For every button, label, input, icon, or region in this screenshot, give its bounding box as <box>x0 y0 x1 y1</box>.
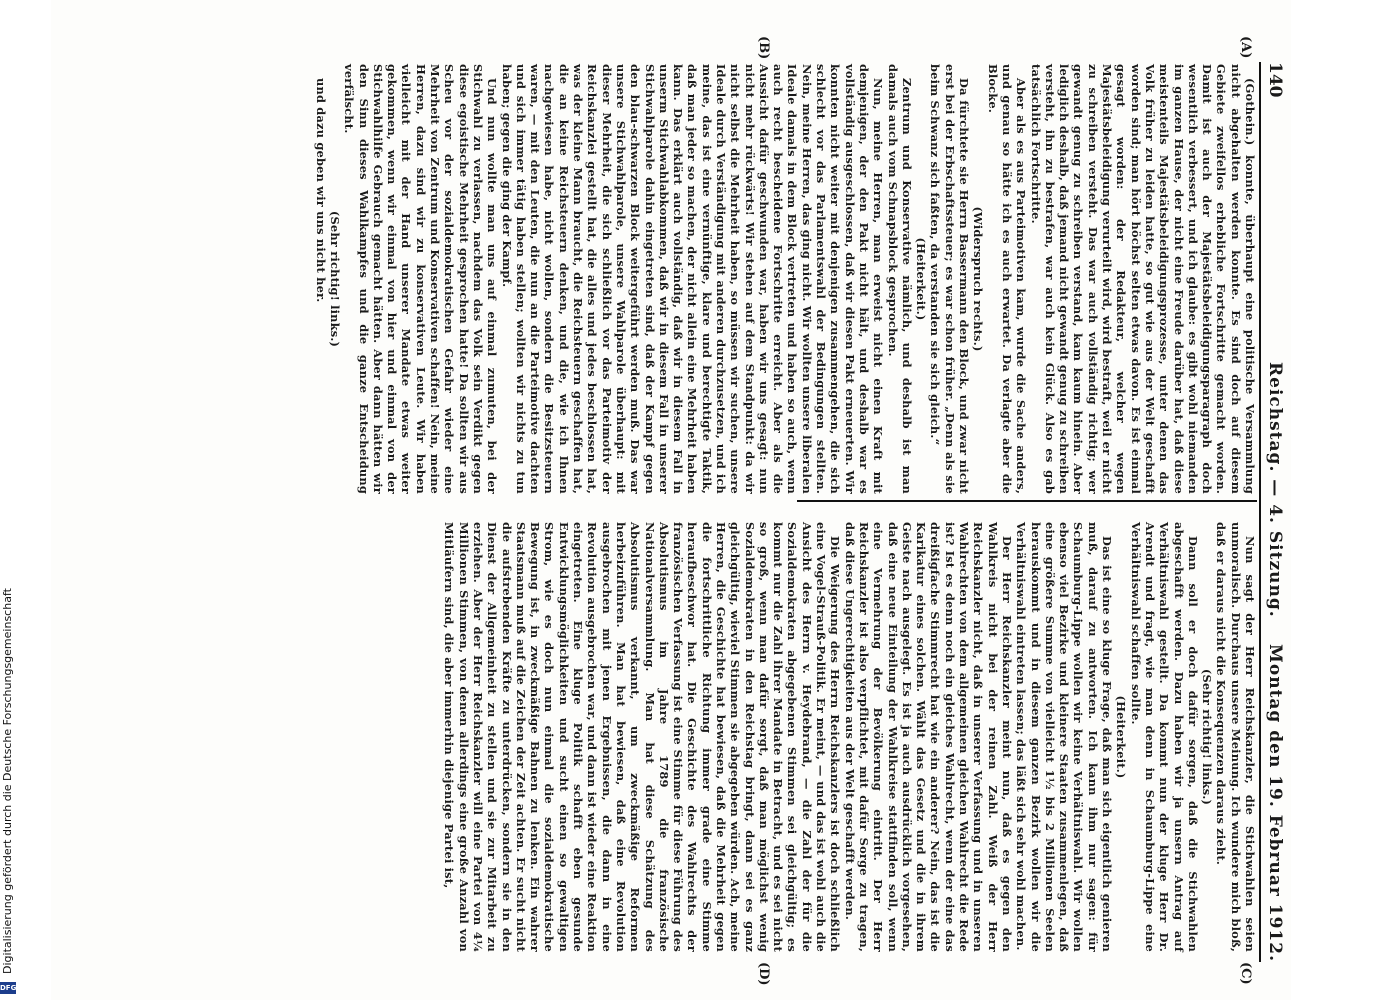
margin-marker-c: (C) <box>1238 962 1253 985</box>
paragraph: Die Weigerung des Herrn Reichskanzlers ist doch schließlich eine Vogel-Strauß-Politik. Er meint, — und das ist wohl auch die Ansicht des Herrn v. Heydebrand, — die Zahl der für die Sozialdemokraten abgegebenen Stimmen sei gleichgültig; es kommt nur die Zahl ihrer Mandate in Betracht, und es sei nicht so groß, wenn man dafür sorgt, daß man möglichst wenig Sozialdemokraten in den Reichstag bringt, dann sei es ganz gleichgültig, wieviel Stimmen sie abgegeben würden. Ach, meine Herren, die Geschichte hat bewiesen, daß die Mehrheit gegen die fortschrittliche Richtung immer grade eine Stimme heraufbeschwor hat. Die Geschichte des Wahlrechts der französischen Verfassung ist eine Stimme für diese Führung des Absolutismus im Jahre 1789 die französische Nationalversammlung. Man hat diese Schätzung des Absolutismus verkannt, um zweckmäßige Reformen herbeizuführen. Man hat bewiesen, daß eine Revolution ausgebrochen mit jenen Ergebnissen, die dann in eine Revolution ausgebrochen war, und dann ist wieder eine Reaktion eingetreten. Eine kluge Politik schafft eben gesunde Entwicklungsmöglichkeiten und sucht einen so gewaltigen Strom, wie es doch nun einmal die sozialdemokratische Bewegung ist, in zweckmäßige Bahnen zu lenken. Ein wahrer Staatsmann muß auf die Zeichen der Zeit achten. Er sucht nicht die aufstrebenden Kräfte zu unterdrücken, sondern sie in den Dienst der Allgemeinheit zu stellen und sie zur Mitarbeit zu erziehen. Aber der Herr Reichskanzler will eine Partei von 4¼ Millionen Stimmen, von denen allerdings eine große Anzahl von Mitläufern sind, die aber immerhin diejenige Partei ist, <box>442 522 843 952</box>
scanned-page <box>51 0 1291 1000</box>
margin-marker-d: (D) <box>756 962 771 986</box>
footer-credit: Digitalisierung gefördert durch die Deutsche Forschungsgemeinschaft <box>1 588 14 974</box>
paragraph: Dann soll er doch dafür sorgen, daß die Stichwahlen abgeschafft werden. Dazu haben wir ja unsern Antrag auf Verhältniswahl gestellt. Da kommt nun der kluge Herr Dr. Arendt und fragt, wie man denn in Schaumburg-Lippe eine Verhältniswahl schaffen sollte. <box>1128 522 1200 952</box>
paragraph: (Gothein.) konnte, überhaupt eine politische Versammlung nicht abgehalten werden konnte. Es sind doch auf diesem Gebiete zweifellos erhebliche Fortschritte gemacht worden. Damit ist auch der Majestätsbeleidigungsparagraph doch wesentlich verbessert, und ich glaube: es gibt wohl niemanden im ganzen Hause, der nicht eine Freude darüber hat, daß diese meistenteils Majestätsbeleidigungsprozesse, unter denen das Volk früher zu leiden hatte, so gut wie aus der Welt geschafft worden sind; man hört höchst selten etwas davon. Es ist einmal gesagt worden: der Redakteur, welcher wegen Majestätsbeleidigung verurteilt wird, wird bestraft, weil er nicht zu schreiben versteht. Das war auch vollständig richtig; wer gewandt genug zu schreiben verstand, kam kaum hinein. Aber lediglich deshalb, daß jemand nicht gewandt genug zu schreiben versteht, ihn zu bestrafen, war auch kein Glück. Also es gab tatsächlich Fortschritte. <box>1028 64 1257 494</box>
footer-strip <box>0 0 17 1000</box>
footer <box>0 0 17 1000</box>
paragraph: Aber als es aus Parteimotiven kam, wurde die Sache anders, und genau so hätte ich es auch erwartet. Da verlagte aber die Blocke. <box>985 64 1029 494</box>
stage-direction: (Widerspruch rechts.) <box>971 206 986 352</box>
column-divider <box>797 500 1257 502</box>
margin-marker-a: (A) <box>1238 36 1253 59</box>
header-date: Montag den 19. Februar 1912. <box>1265 644 1285 962</box>
stage-direction: (Sehr richtig! links.) <box>328 210 342 348</box>
paragraph: Der Herr Reichskanzler meint nun, daß es gegen den Wahlkreis nicht bei der reinen Zahl. Weiß der Herr Reichskanzler nicht, daß in unserer Verfassung und in unseren Wahlrechten von dem allgemeinen gleichen Wahlrecht die Rede ist? Ist es denn noch ein gleiches Wahlrecht, wenn der eine das dreißigfache Stimmrecht hat wie ein anderer? Nein, das ist die Karikatur eines solchen. Wählt das Gesetz und die in ihrem Geiste nach ausgelegt. Es ist ja auch ausdrücklich vorgesehen, daß eine neue Einteilung der Wahlkreise stattfinden soll, wenn eine Vermehrung der Bevölkerung eintritt. Der Herr Reichskanzler ist also verpflichtet, mit dafür Sorge zu tragen, daß diese Ungerechtigkeiten aus der Welt geschafft werden. <box>842 522 1014 952</box>
paragraph: und dazu geben wir uns nicht her. <box>313 78 328 303</box>
header-title: Reichstag. — 4. Sitzung. <box>1265 362 1285 618</box>
paragraph: Nun sagt der Herr Reichskanzler, die Stichwahlen seien unmoralisch. Durchaus unsere Meinung. Ich wundere mich bloß, daß er daraus nicht die Konsequenzen daraus zieht. <box>1214 522 1257 952</box>
paragraph: Da fürchtete sie Herrn Bassermann den Block, und zwar nicht erst bei der Erbschaftssteuer; es war schon früher. „Denn als sie beim Schwanz sich faßten, da verstanden sie sich gleich.“ <box>928 64 972 494</box>
page-number: 140 <box>1265 62 1285 98</box>
right-column <box>442 522 1257 952</box>
paragraph: Das ist eine so kluge Frage, daß man sich eigentlich genieren muß, darauf zu antworten. Ich kann ihm nur sagen: für Schaumburg-Lippe wollen wir keine Verhältniswahl. Wir wollen ebenso viel Bezirke und kleinere Staaten zusammenlegen, daß eine größere Summe von vielleicht 1½ bis 2 Millionen Seelen herauskommt und in diesem ganzen Bezirk wollen wir die Verhältniswahl eintreten lassen; das läßt sich sehr wohl machen. <box>1014 522 1115 952</box>
paragraph: Nun, meine Herren, man erweist nicht einen Kraft mit demjenigen, der den Pakt nicht hält, und deshalb war es vollständig ausgeschlossen, daß wir diesen Pakt erneuerten. Wir konnten nicht weiter mit denjenigen zusammengehen, die sich schlecht vor das Parlamentswahl der Bedingungen stellten. Nein, meine Herren, das ging nicht. Wir wollten unsere liberalen Ideale damals in dem Block vertreten und haben so auch, wenn auch recht bescheidene Fortschritte erreicht. Aber als die Aussicht dafür geschwunden war, haben wir uns gesagt: nun nicht mehr rückwärts! Wir stehen auf dem Standpunkt: da wir nicht selbst die Mehrheit haben, so müssen wir suchen, unsere Ideale durch Verständigung mit anderen durchzusetzen, und ich meine, das ist eine vernünftige, klare und berechtigte Taktik, daß man jeder so machen, der nicht allein eine Mehrheit haben kann. Das erklärt auch vollständig, daß wir in diesem Fall in unserm Stichwahlabkommen, daß wir in diesem Fall in unserer Stichwahlparole dahin eingetreten sind, daß der Kampf gegen den blau-schwarzen Block weitergeführt werden muß. Das war unsere Stichwahlparole, unsere Wahlparole überhaupt: mit dieser Mehrheit, die sich schließlich vor das Parteimotiv der Reichskanzlei gestellt hat, die alles und jedes beschlossen hat, was der kleine Mann braucht, die Reichsteuern geschaffen hat, die an keine Reichsteuern denken, und die, wie ich Ihnen nachgewiesen habe, nicht wollen, sondern die Besitzsteuern waren, — mit den Leuten, die nun an die Parteimotive dachten und sich immer tätig haben stellen; wollten wir nichts zu tun haben; gegen die ging der Kampf. <box>499 64 886 494</box>
dfg-logo: DFG <box>0 984 17 992</box>
paragraph: Und nun wollte man uns auf einmal zumuten, bei der Stichwahl zu verlassen, nachdem das Volk sein Verdikt gegen diese egoistische Mehrheit gesprochen hatte! Da sollten wir aus Scheu vor der sozialdemokratischen Gefahr wieder eine Mehrheit von Zentrum und Konservativen schaffen! Nein, meine Herren, dazu sind wir zu konservativen Leute. Wir haben vielleicht mit der Hand unserer Mandate etwas weiter gekommen, wenn wir einmal von hier und einmal von der Stichwahlhilfe Gebrauch gemacht hätten. Aber dann hätten wir den Sinn dieses Wahlkampfes und die ganze Entscheidung verfälscht. <box>342 64 500 494</box>
margin-marker-b: (B) <box>756 36 771 60</box>
stage-direction: (Heiterkeit.) <box>1114 695 1129 779</box>
page-header <box>1259 62 1289 962</box>
stage-direction: (Sehr richtig! links.) <box>1200 668 1215 806</box>
stage-direction: (Heiterkeit.) <box>914 237 929 321</box>
left-column <box>313 64 1257 494</box>
paragraph: Zentrum und Konservative nämlich, und deshalb ist man damals auch vom Schnapsblock gesprochen. <box>885 64 914 494</box>
